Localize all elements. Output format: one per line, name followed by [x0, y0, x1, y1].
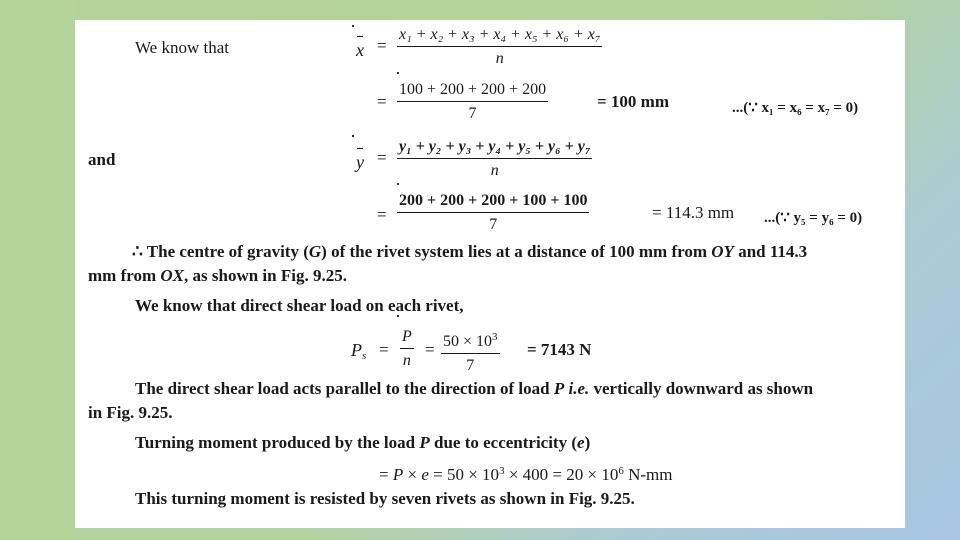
y-sum-fraction: $\frac{200 + 200 + 200 + 100 + 100}{7}$: [399, 192, 588, 233]
shear-result: = 7143 N: [527, 340, 592, 359]
scan-dot: [397, 183, 399, 185]
scan-dot: [397, 315, 399, 317]
text-we-know-that: We know that: [135, 38, 229, 57]
text-and: and: [88, 150, 116, 169]
paragraph-shear-direction-cont: in Fig. 9.25.: [88, 403, 173, 422]
equals-sign: =: [377, 205, 387, 224]
equals-sign: =: [377, 36, 387, 55]
equals-sign: =: [379, 340, 389, 359]
equals-sign: =: [425, 340, 435, 359]
x-sum-fraction: $\frac{100 + 200 + 200 + 200}{7}$: [399, 81, 547, 122]
paragraph-shear-direction: The direct shear load acts parallel to the direction of load P i.e. vertically downward as shown: [135, 379, 814, 398]
y-result: = 114.3 mm: [652, 203, 735, 222]
y-condition-note: ...(∵ y₅ = y₆ = 0): [764, 210, 863, 226]
scan-dot: [352, 135, 354, 137]
mean-x-formula: $\frac{\text{x₁ + x₂ + x₃ + x₄ + x₅ + x₆ + x₇}}{n}$: [399, 26, 601, 67]
paragraph-resisted: This turning moment is resisted by seven rivets as shown in Fig. 9.25.: [135, 489, 635, 508]
p-over-n-fraction: $\frac{P}{n}$: [402, 328, 412, 369]
x-bar-symbol: x: [356, 40, 364, 60]
shear-load-symbol: $P_s$: [351, 340, 367, 362]
document-page: [75, 20, 905, 528]
paragraph-shear-intro: We know that direct shear load on each rivet,: [135, 296, 464, 315]
mean-y-formula: $\frac{\text{y₁ + y₂ + y₃ + y₄ + y₅ + y₆ + y₇}}{n}$: [399, 138, 591, 179]
equals-sign: =: [377, 148, 387, 167]
x-condition-note: ...(∵ x₁ = x₆ = x₇ = 0): [732, 100, 859, 116]
paragraph-turning-moment: Turning moment produced by the load P due to eccentricity (e): [135, 433, 591, 452]
moment-formula: = $P \times e = 50 \times 10^3 \times 400 = 20 \times 10^6$ N-mm: [379, 465, 673, 484]
equals-sign: =: [377, 92, 387, 111]
paragraph-centre-of-gravity: ∴ The centre of gravity (G) of the rivet system lies at a distance of 100 mm from OY and 114.3: [132, 242, 808, 261]
scan-dot: [352, 25, 354, 27]
x-result: = 100 mm: [597, 92, 670, 111]
paragraph-centre-of-gravity-cont: mm from OX, as shown in Fig. 9.25.: [88, 266, 347, 285]
y-bar-symbol: y: [356, 152, 364, 172]
load-over-rivets-fraction: $\frac{50 \times 10^3}{7}$: [441, 327, 500, 376]
slide-background: [0, 0, 75, 540]
scan-dot: [397, 72, 399, 74]
